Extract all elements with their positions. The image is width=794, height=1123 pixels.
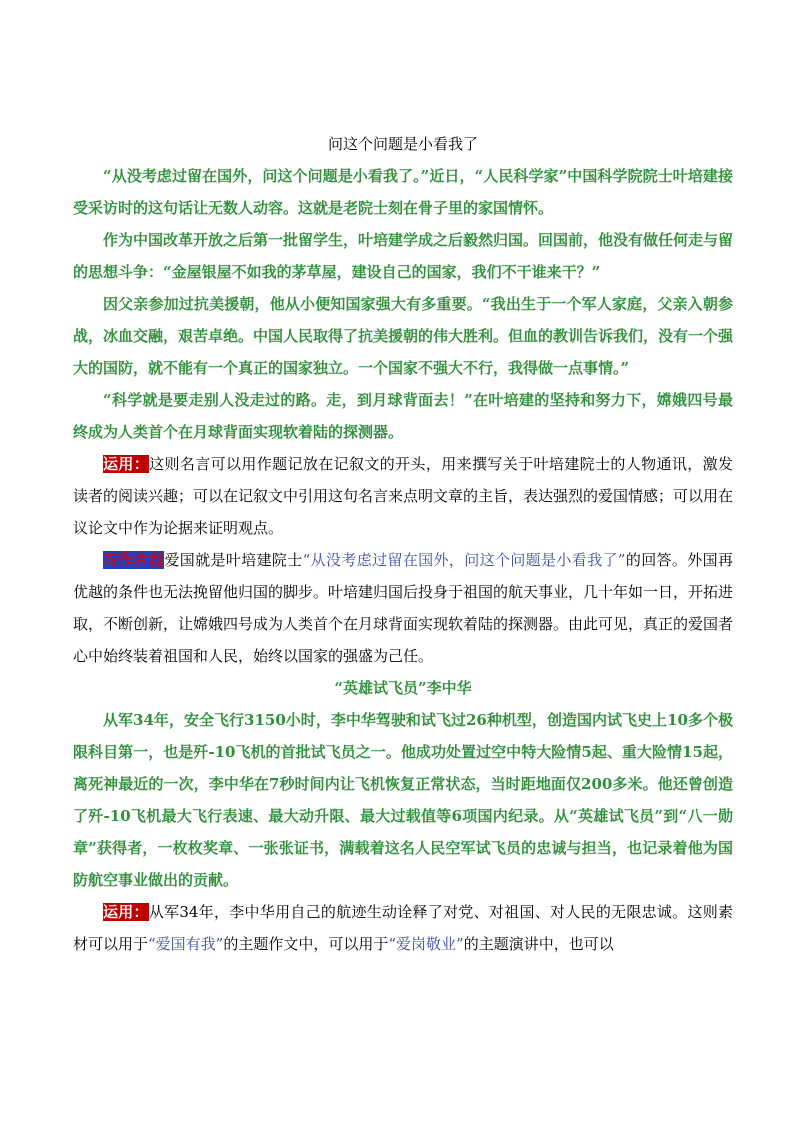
- usage-quote-1: “爱国有我”: [148, 935, 224, 953]
- snippet-post: 的回答。外国再优越的条件也无法挽留他归国的脚步。叶培建归国后投身于祖国的航天事业，几十年如一日，开拓进取，不断创新，让嫦娥四号成为人类首个在月球背面实现软着陆的探测器。由此可见，真正的爱国者心中始终装着祖国和人民，始终以国家的强盛为己任。: [73, 551, 734, 665]
- usage-paragraph-2: [73, 896, 733, 960]
- usage-post: 的主题演讲中，也可以: [463, 935, 614, 953]
- snippet-quote: “从没考虑过留在国外，问这个问题是小看我了”: [302, 551, 626, 569]
- paragraph-3: 因父亲参加过抗美援朝，他从小便知国家强大有多重要。“我出生于一个军人家庭，父亲入朝参战，冰血交融，艰苦卓绝。中国人民取得了抗美援朝的伟大胜利。但血的教训告诉我们，没有一个强大的国防，就不能有一个真正的国家独立。一个国家不强大不行，我得做一点事情。”: [73, 295, 734, 377]
- snippet-paragraph: [73, 544, 733, 672]
- usage-tag-2: 运用：: [103, 903, 149, 921]
- paragraph-2: 作为中国改革开放之后第一批留学生，叶培建学成之后毅然归国。回国前，他没有做任何走与留的思想斗争：“金屋银屋不如我的茅草屋，建设自己的国家，我们不干谁来干？”: [73, 231, 734, 281]
- usage-pre: 从军34年，李中华用自己的航迹生动诠释了对党、对祖国、对人民的无限忠诚。这则素材可以用于: [73, 903, 733, 953]
- paragraph-5: 从军34年，安全飞行3150小时，李中华驾驶和试飞过26种机型，创造国内试飞史上10多个极限科目第一，也是歼-10飞机的首批试飞员之一。他成功处置过空中特大险情5起、重大险情15起，离死神最近的一次，李中华在7秒时间内让飞机恢复正常状态，当时距地面仅200多米。他还曾创造了歼-10飞机最大飞行表速、最大动升限、最大过载值等6项国内纪录。从“英雄试飞员”到“八一勋章”获得者，一枚枚奖章、一张张证书，满载着这名人民空军试飞员的忠诚与担当，也记录着他为国防航空事业做出的贡献。: [73, 711, 733, 889]
- snippet-pre: 爱国就是叶培建院士: [164, 551, 303, 569]
- usage-paragraph-1: [73, 448, 733, 544]
- snippet-tag: 习作片段: [103, 551, 165, 569]
- paragraph-4: “科学就是要走别人没走过的路。走，到月球背面去！”在叶培建的坚持和努力下，嫦娥四号最终成为人类首个在月球背面实现软着陆的探测器。: [73, 391, 733, 441]
- usage-tag: 运用：: [103, 455, 150, 473]
- section-title-1: 问这个问题是小看我了: [327, 135, 478, 153]
- usage-quote-2: “爱岗敬业”: [388, 935, 464, 953]
- document-page: [73, 128, 733, 960]
- paragraph-1: “从没考虑过留在国外，问这个问题是小看我了。”近日，“人民科学家”中国科学院院士叶培建接受采访时的这句话让无数人动容。这就是老院士刻在骨子里的家国情怀。: [73, 167, 733, 217]
- usage-text: 这则名言可以用作题记放在记叙文的开头，用来撰写关于叶培建院士的人物通讯，激发读者的阅读兴趣；可以在记叙文中引用这句名言来点明文章的主旨，表达强烈的爱国情感；可以用在议论文中作为论据来证明观点。: [73, 455, 734, 537]
- section-title-2: “英雄试飞员”李中华: [334, 679, 472, 697]
- usage-mid: 的主题作文中，可以用于: [223, 935, 389, 953]
